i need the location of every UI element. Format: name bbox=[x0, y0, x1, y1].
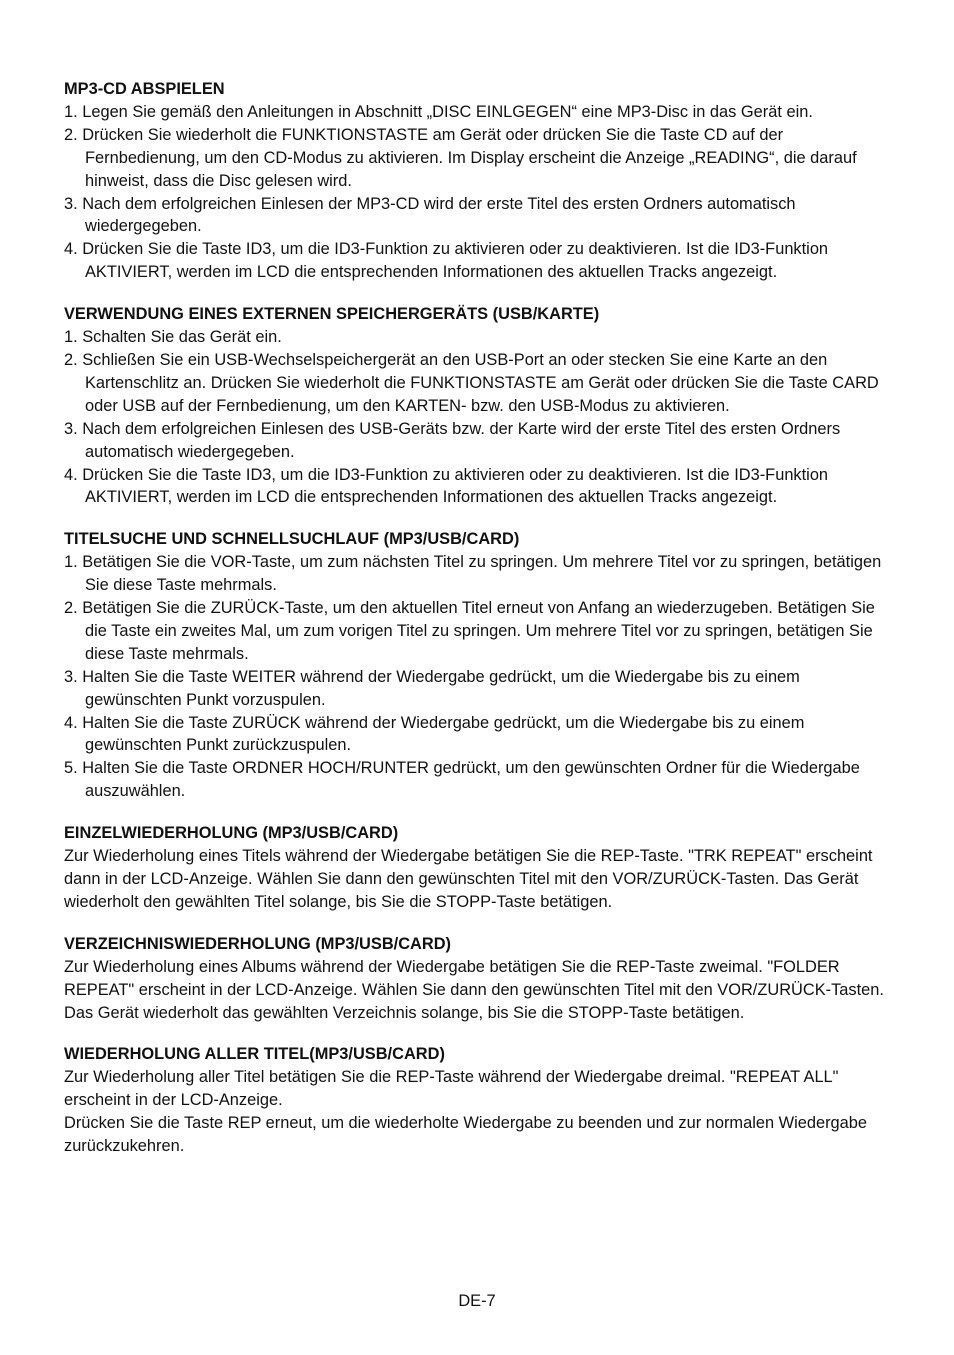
numbered-step: 3. Halten Sie die Taste WEITER während der Wiedergabe gedrückt, um die Wiedergabe bis zu einem gewünschten Punkt vorzuspulen. bbox=[64, 667, 800, 709]
section bbox=[64, 1043, 894, 1158]
numbered-step: 3. Nach dem erfolgreichen Einlesen der MP3-CD wird der erste Titel des ersten Ordners automatisch wiedergegeben. bbox=[64, 194, 796, 236]
numbered-step: 5. Halten Sie die Taste ORDNER HOCH/RUNTER gedrückt, um den gewünschten Ordner für die Wiedergabe auszuwählen. bbox=[64, 759, 860, 801]
section-heading: MP3-CD ABSPIELEN bbox=[64, 80, 225, 98]
page-number: DE-7 bbox=[458, 1292, 496, 1310]
section-heading: WIEDERHOLUNG ALLER TITEL(MP3/USB/CARD) bbox=[64, 1045, 445, 1064]
numbered-step: 2. Betätigen Sie die ZURÜCK-Taste, um den aktuellen Titel erneut von Anfang an wiederzugeben. Betätigen Sie die Taste ein zweites Mal, um zum vorigen Titel zu springen. Um mehrere Titel vor zu springen, betätigen Sie diese Taste mehrmals. bbox=[64, 599, 875, 663]
section-heading: EINZELWIEDERHOLUNG (MP3/USB/CARD) bbox=[64, 824, 399, 843]
numbered-step: 2. Drücken Sie wiederholt die FUNKTIONSTASTE am Gerät oder drücken Sie die Taste CD auf der Fernbedienung, um den CD-Modus zu aktivieren. Im Display erscheint die Anzeige „READING“, die darauf hinweist, dass die Disc gelesen wird. bbox=[64, 125, 857, 190]
section-heading: VERWENDUNG EINES EXTERNEN SPEICHERGERÄTS (USB/KARTE) bbox=[64, 305, 600, 324]
paragraph: Drücken Sie die Taste REP erneut, um die wiederholte Wiedergabe zu beenden und zur normalen Wiedergabe zurückzukehren. bbox=[64, 1114, 868, 1156]
numbered-step: 4. Drücken Sie die Taste ID3, um die ID3-Funktion zu aktivieren oder zu deaktivieren. Ist die ID3-Funktion AKTIVIERT, werden im LCD die entsprechenden Informationen des aktuellen Tracks angezeigt. bbox=[64, 240, 829, 282]
section-heading: VERZEICHNISWIEDERHOLUNG (MP3/USB/CARD) bbox=[64, 934, 452, 953]
section-heading: TITELSUCHE UND SCHNELLSUCHLAUF (MP3/USB/CARD) bbox=[64, 530, 520, 549]
section bbox=[64, 78, 894, 284]
numbered-step: 4. Halten Sie die Taste ZURÜCK während der Wiedergabe gedrückt, um die Wiedergabe bis zu einem gewünschten Punkt zurückzuspulen. bbox=[64, 713, 805, 755]
section bbox=[64, 933, 894, 1025]
paragraph: Zur Wiederholung eines Albums während der Wiedergabe betätigen Sie die REP-Taste zweimal. "FOLDER REPEAT" erscheint in der LCD-Anzeige. Wählen Sie dann den gewünschten Titel mit den VOR/ZURÜCK-Tasten. Das Gerät wiederholt das gewählten Verzeichnis solange, bis Sie die STOPP-Taste betätigen. bbox=[64, 957, 884, 1022]
section bbox=[64, 822, 894, 914]
numbered-step: 1. Schalten Sie das Gerät ein. bbox=[64, 328, 282, 347]
paragraph: Zur Wiederholung eines Titels während der Wiedergabe betätigen Sie die REP-Taste. "TRK REPEAT" erscheint dann in der LCD-Anzeige. Wählen Sie dann den gewünschten Titel mit den VOR/ZURÜCK-Tasten. Das Gerät wiederholt den gewählten Titel solange, bis Sie die STOPP-Taste betätigen. bbox=[64, 847, 873, 911]
section bbox=[64, 528, 894, 803]
numbered-step: 4. Drücken Sie die Taste ID3, um die ID3-Funktion zu aktivieren oder zu deaktivieren. Ist die ID3-Funktion AKTIVIERT, werden im LCD die entsprechenden Informationen des aktuellen Tracks angezeigt. bbox=[64, 465, 829, 507]
numbered-step: 3. Nach dem erfolgreichen Einlesen des USB-Geräts bzw. der Karte wird der erste Titel des ersten Ordners automatisch wiedergegeben. bbox=[64, 419, 841, 461]
manual-page bbox=[64, 78, 894, 1158]
paragraph: Zur Wiederholung aller Titel betätigen Sie die REP-Taste während der Wiedergabe dreimal. "REPEAT ALL" erscheint in der LCD-Anzeige. bbox=[64, 1068, 839, 1110]
numbered-step: 2. Schließen Sie ein USB-Wechselspeichergerät an den USB-Port an oder stecken Sie eine Karte an den Kartenschlitz an. Drücken Sie wiederholt die FUNKTIONSTASTE am Gerät oder drücken Sie die Taste CARD oder USB auf der Fernbedienung, um den KARTEN- bzw. den USB-Modus zu aktivieren. bbox=[64, 350, 879, 415]
numbered-step: 1. Legen Sie gemäß den Anleitungen in Abschnitt „DISC EINLGEGEN“ eine MP3-Disc in das Gerät ein. bbox=[64, 102, 813, 121]
section bbox=[64, 303, 894, 509]
numbered-step: 1. Betätigen Sie die VOR-Taste, um zum nächsten Titel zu springen. Um mehrere Titel vor zu springen, betätigen Sie diese Taste mehrmals. bbox=[64, 553, 882, 595]
